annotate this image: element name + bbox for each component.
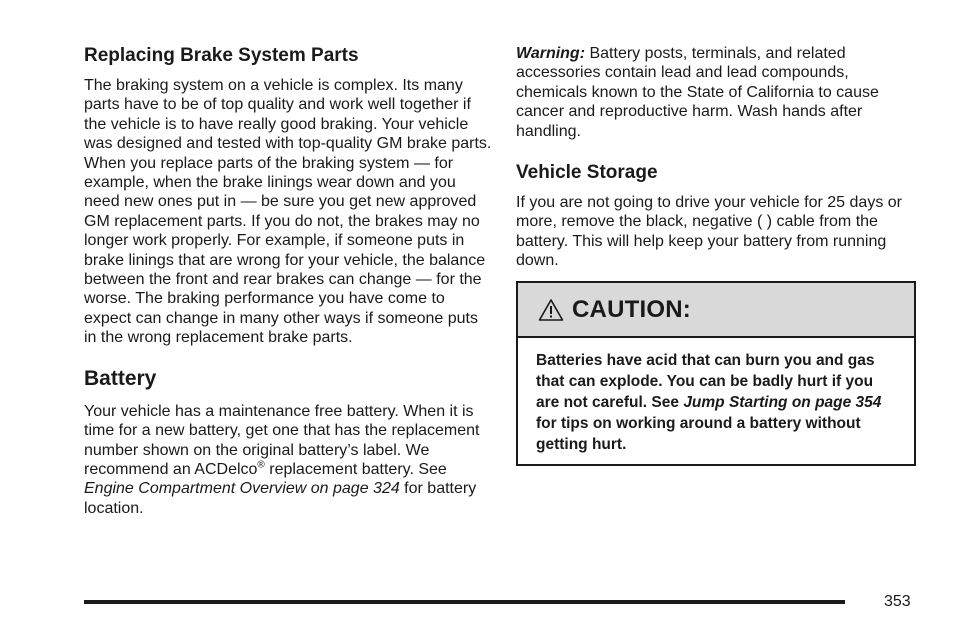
engine-compartment-link[interactable]: Engine Compartment Overview on page 324 — [84, 480, 400, 498]
battery-paragraph — [84, 402, 492, 518]
caution-body — [518, 338, 914, 455]
left-column — [84, 44, 492, 518]
warning-triangle-icon — [538, 298, 564, 322]
right-column — [516, 44, 918, 271]
warning-text: Battery posts, terminals, and related accessories contain lead and lead compounds, chemicals known to the State of California to cause cancer and reproductive harm. Wash hands after handling. — [516, 45, 879, 140]
battery-text-3: for battery location. — [84, 480, 477, 517]
brakes-paragraph: The braking system on a vehicle is complex. Its many parts have to be of top quality and work well together if the vehicle is to have really good braking. Your vehicle was designed and tested with top-quality GM brake parts. When you replace parts of the braking system — for example, when the brake linings wear down and you need new ones put in — be sure you get new approved GM replacement parts. If you do not, the brakes may no longer work properly. For example, if someone puts in brake linings that are wrong for your vehicle, the balance between the front and rear brakes can change — for the worse. The braking performance you have come to expect can change in many other ways if someone puts in the wrong replacement brake parts. — [84, 77, 492, 347]
jump-starting-link[interactable]: Jump Starting on page 354 — [683, 394, 882, 411]
registered-mark: ® — [257, 459, 265, 471]
brakes-heading: Replacing Brake System Parts — [84, 45, 359, 66]
warning-label: Warning: — [516, 45, 586, 62]
storage-paragraph: If you are not going to drive your vehicle for 25 days or more, remove the black, negative ( ) cable from the battery. This will help keep your battery from running down. — [516, 194, 902, 270]
caution-header — [518, 283, 914, 338]
storage-heading: Vehicle Storage — [516, 162, 658, 184]
battery-heading: Battery — [84, 366, 157, 390]
footer-rule — [84, 600, 845, 604]
caution-box — [516, 281, 916, 466]
warning-paragraph — [516, 44, 918, 141]
caution-text-2: for tips on working around a battery without getting hurt. — [536, 415, 861, 453]
caution-title: CAUTION: — [572, 295, 691, 323]
battery-text-2: replacement battery. See — [264, 460, 447, 478]
page-number: 353 — [884, 593, 911, 610]
caution-text-1: Batteries have acid that can burn you and gas that can explode. You can be badly hurt if you are not careful. See — [536, 352, 875, 411]
battery-text-1: Your vehicle has a maintenance free battery. When it is time for a new battery, get one that has the replacement number shown on the original battery’s label. We recommend an ACDelco — [84, 402, 480, 478]
